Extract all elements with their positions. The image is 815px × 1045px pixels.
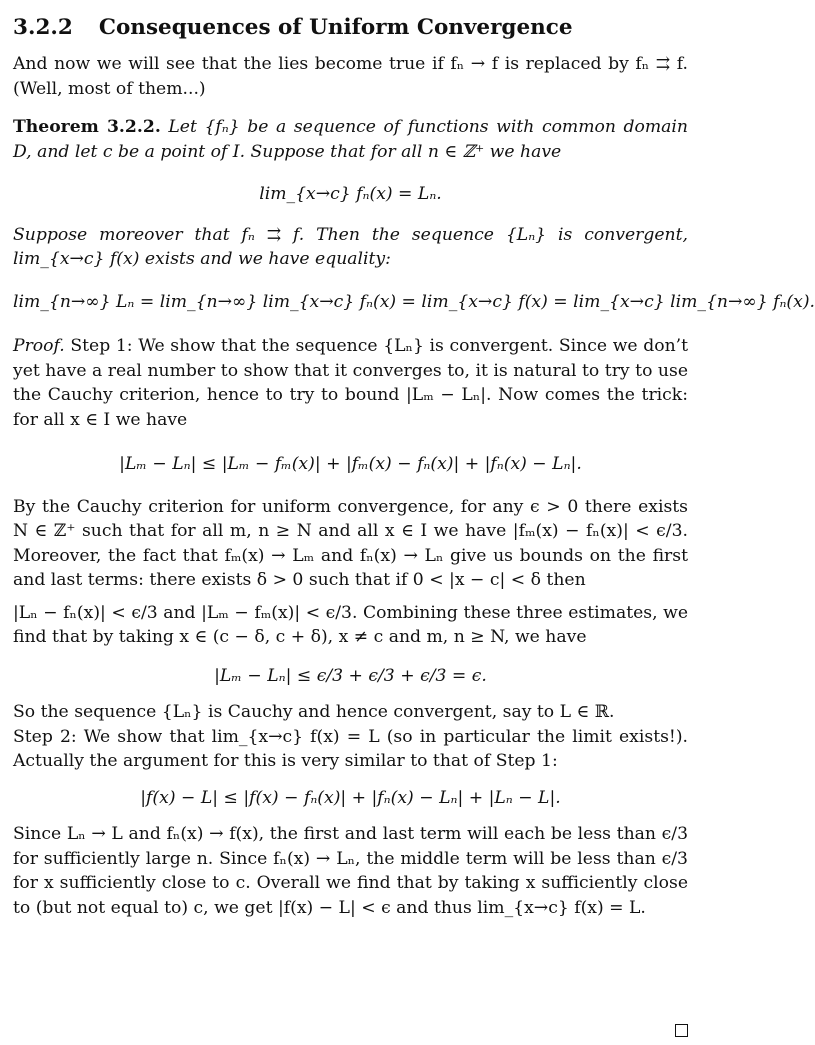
proof-step-1 [13,334,688,432]
theorem-text: Let {fₙ} be a sequence of functions with common domain D, and let c be a point of I. Suppose that for all n ∈ ℤ⁺ we have [13,117,688,162]
qed-square-icon [675,1024,688,1037]
theorem-statement [13,115,688,164]
proof-paragraph-3: |Lₙ − fₙ(x)| < ϵ/3 and |Lₘ − fₘ(x)| < ϵ/3. Combining these three estimates, we find that by taking x ∈ (c − δ, c + δ), x ≠ c and m, n ≥ N, we have [13,602,688,647]
display-equation-3: |Lₘ − Lₙ| ≤ |Lₘ − fₘ(x)| + |fₘ(x) − fₙ(x)| + |fₙ(x) − Lₙ|. [119,454,582,474]
display-equation-4: |Lₘ − Lₙ| ≤ ϵ/3 + ϵ/3 + ϵ/3 = ϵ. [214,665,487,686]
section-heading [13,14,688,42]
display-equation-1: lim_{x→c} fₙ(x) = Lₙ. [259,184,442,204]
intro-paragraph: And now we will see that the lies become true if fₙ → f is replaced by fₙ ⇉ f. (Well, most of them...) [13,54,688,99]
section-number: 3.2.2 [13,15,73,40]
proof-step-2: Step 2: We show that lim_{x→c} f(x) = L (so in particular the limit exists!). Actually the argument for this is very similar to that of Step 1: [13,726,688,771]
theorem-text-2: Suppose moreover that fₙ ⇉ f. Then the sequence {Lₙ} is convergent, lim_{x→c} f(x) exists and we have equality: [13,224,688,269]
display-equation-5: |f(x) − L| ≤ |f(x) − fₙ(x)| + |fₙ(x) − Lₙ| + |Lₙ − L|. [140,787,561,808]
section-title: Consequences of Uniform Convergence [98,15,573,40]
theorem-label: Theorem 3.2.2. [13,117,161,137]
proof-paragraph-2: By the Cauchy criterion for uniform convergence, for any ϵ > 0 there exists N ∈ ℤ⁺ such that for all m, n ≥ N and all x ∈ I we have |fₘ(x) − fₙ(x)| < ϵ/3. Moreover, the fact that fₘ(x) → Lₘ and fₙ(x) → Lₙ give us bounds on the first and last terms: there exists δ > 0 such that if 0 < |x − c| < δ then [13,496,688,590]
display-equation-2: lim_{n→∞} Lₙ = lim_{n→∞} lim_{x→c} fₙ(x) = lim_{x→c} f(x) = lim_{x→c} lim_{n→∞} fₙ(x). [13,291,815,312]
proof-paragraph-5: Since Lₙ → L and fₙ(x) → f(x), the first and last term will each be less than ϵ/3 for sufficiently large n. Since fₙ(x) → Lₙ, the middle term will be less than ϵ/3 for x sufficiently close to c. Overall we find that by taking x sufficiently close to (but not equal to) c, we get |f(x) − L| < ϵ and thus lim_{x→c} f(x) = L. [13,824,688,918]
proof-step-1-text: Step 1: We show that the sequence {Lₙ} is convergent. Since we don’t yet have a real number to show that it converges to, it is natural to try to use the Cauchy criterion, hence to try to bound |Lₘ − Lₙ|. Now comes the trick: for all x ∈ I we have [13,336,689,430]
proof-label: Proof. [13,336,65,356]
proof-paragraph-4: So the sequence {Lₙ} is Cauchy and hence convergent, say to L ∈ ℝ. [13,702,615,722]
